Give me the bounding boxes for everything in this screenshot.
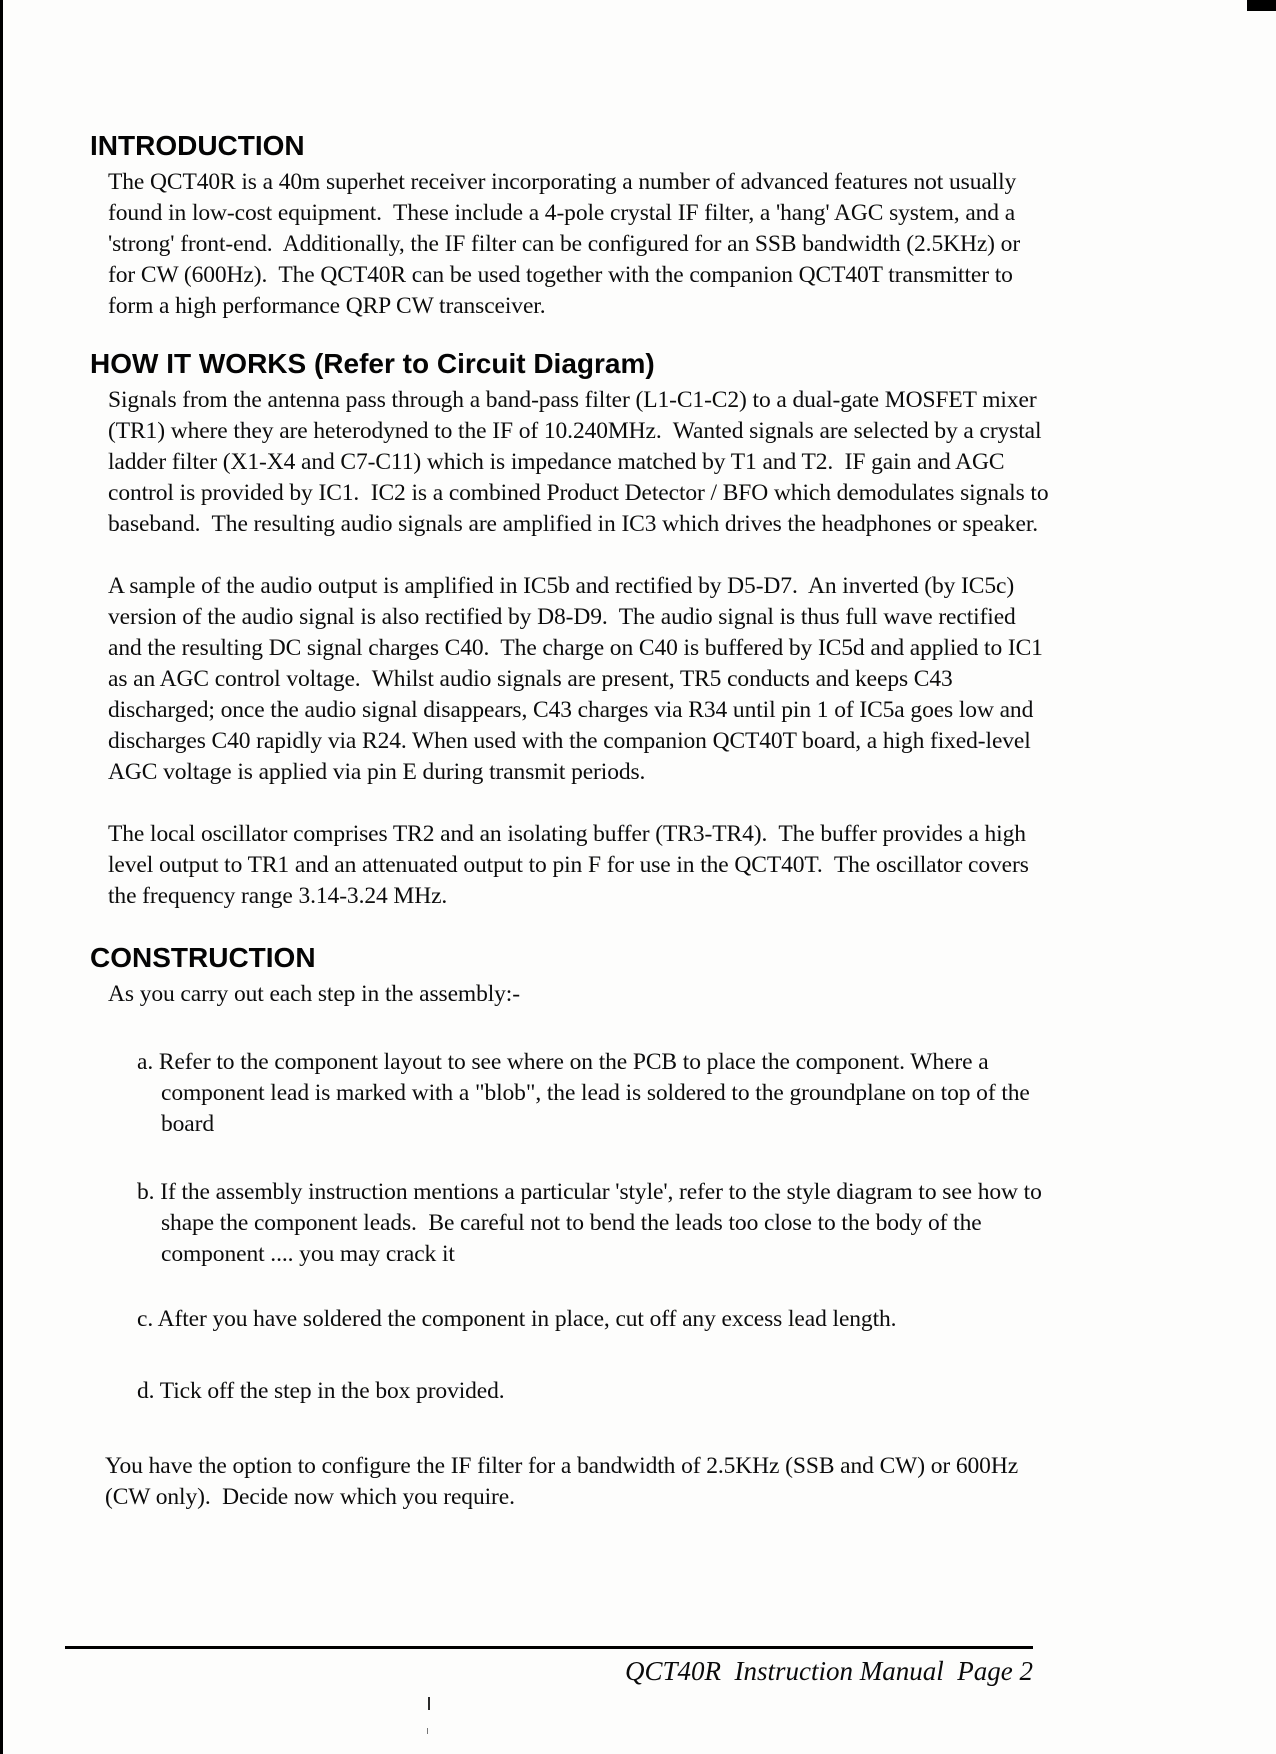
step-label: a. <box>137 1049 154 1075</box>
construction-closing-paragraph: You have the option to configure the IF filter for a bandwidth of 2.5KHz (SSB and CW) or 600Hz (CW only). Decide now which you require. <box>105 1453 1024 1510</box>
how-it-works-paragraph-1: Signals from the antenna pass through a band-pass filter (L1-C1-C2) to a dual-gate MOSFET mixer (TR1) where they are heterodyned to the IF of 10.240MHz. Wanted signals are selected by a crystal ladder filter (X1-X4 and C7-C11) which is impedance matched by T1 and T2. IF gain and AGC control is provided by IC1. IC2 is a combined Product Detector / BFO which demodulates signals to baseband. The resulting audio signals are amplified in IC3 which drives the headphones or speaker. <box>108 387 1055 537</box>
how-it-works-paragraph-2: A sample of the audio output is amplified in IC5b and rectified by D5-D7. An inverted (by IC5c) version of the audio signal is also rectified by D8-D9. The audio signal is thus full wave rectified and the resulting DC signal charges C40. The charge on C40 is buffered by IC5d and applied to IC1 as an AGC control voltage. Whilst audio signals are present, TR5 conducts and keeps C43 discharged; once the audio signal disappears, C43 charges via R34 until pin 1 of IC5a goes low and discharges C40 rapidly via R24. When used with the companion QCT40T board, a high fixed-level AGC voltage is applied via pin E during transmit periods. <box>108 573 1049 785</box>
section-heading-introduction: INTRODUCTION <box>90 130 305 161</box>
construction-step-a <box>137 1047 1073 1140</box>
construction-step-b <box>137 1177 1073 1270</box>
section-heading-construction: CONSTRUCTION <box>90 942 316 973</box>
section-heading-how-it-works: HOW IT WORKS (Refer to Circuit Diagram) <box>90 348 655 379</box>
step-text: Tick off the step in the box provided. <box>159 1378 505 1404</box>
step-text: If the assembly instruction mentions a particular 'style', refer to the style diagram to see how to shape the component leads. Be careful not to bend the leads too close to the body of the component .... you may crack it <box>160 1179 1048 1267</box>
construction-step-d <box>137 1376 1073 1407</box>
how-it-works-paragraph-3: The local oscillator comprises TR2 and an isolating buffer (TR3-TR4). The buffer provides a high level output to TR1 and an attenuated output to pin F for use in the QCT40T. The oscillator covers the frequency range 3.14-3.24 MHz. <box>108 821 1035 909</box>
scan-tick-artifact <box>428 1697 430 1710</box>
step-text: Refer to the component layout to see where on the PCB to place the component. Where a component lead is marked with a "blob", the lead is soldered to the groundplane on top of the board <box>158 1049 1036 1137</box>
step-label: c. <box>137 1306 154 1332</box>
construction-intro: As you carry out each step in the assembly:- <box>108 981 520 1007</box>
scan-tick-artifact-small <box>427 1728 428 1734</box>
step-label: d. <box>137 1378 155 1404</box>
page-content <box>90 131 1150 1513</box>
construction-step-c <box>137 1304 1073 1335</box>
footer-rule <box>65 1646 1033 1649</box>
step-label: b. <box>137 1179 155 1205</box>
introduction-paragraph: The QCT40R is a 40m superhet receiver incorporating a number of advanced features not usually found in low-cost equipment. These include a 4-pole crystal IF filter, a 'hang' AGC system, and a 'strong' front-end. Additionally, the IF filter can be configured for an SSB bandwidth (2.5KHz) or for CW (600Hz). The QCT40R can be used together with the companion QCT40T transmitter to form a high performance QRP CW transceiver. <box>108 169 1026 319</box>
scan-edge-artifact <box>0 0 3 1754</box>
footer-page-label: QCT40R Instruction Manual Page 2 <box>625 1656 1033 1686</box>
scan-corner-artifact <box>1247 0 1276 11</box>
step-text: After you have soldered the component in place, cut off any excess lead length. <box>157 1306 897 1332</box>
